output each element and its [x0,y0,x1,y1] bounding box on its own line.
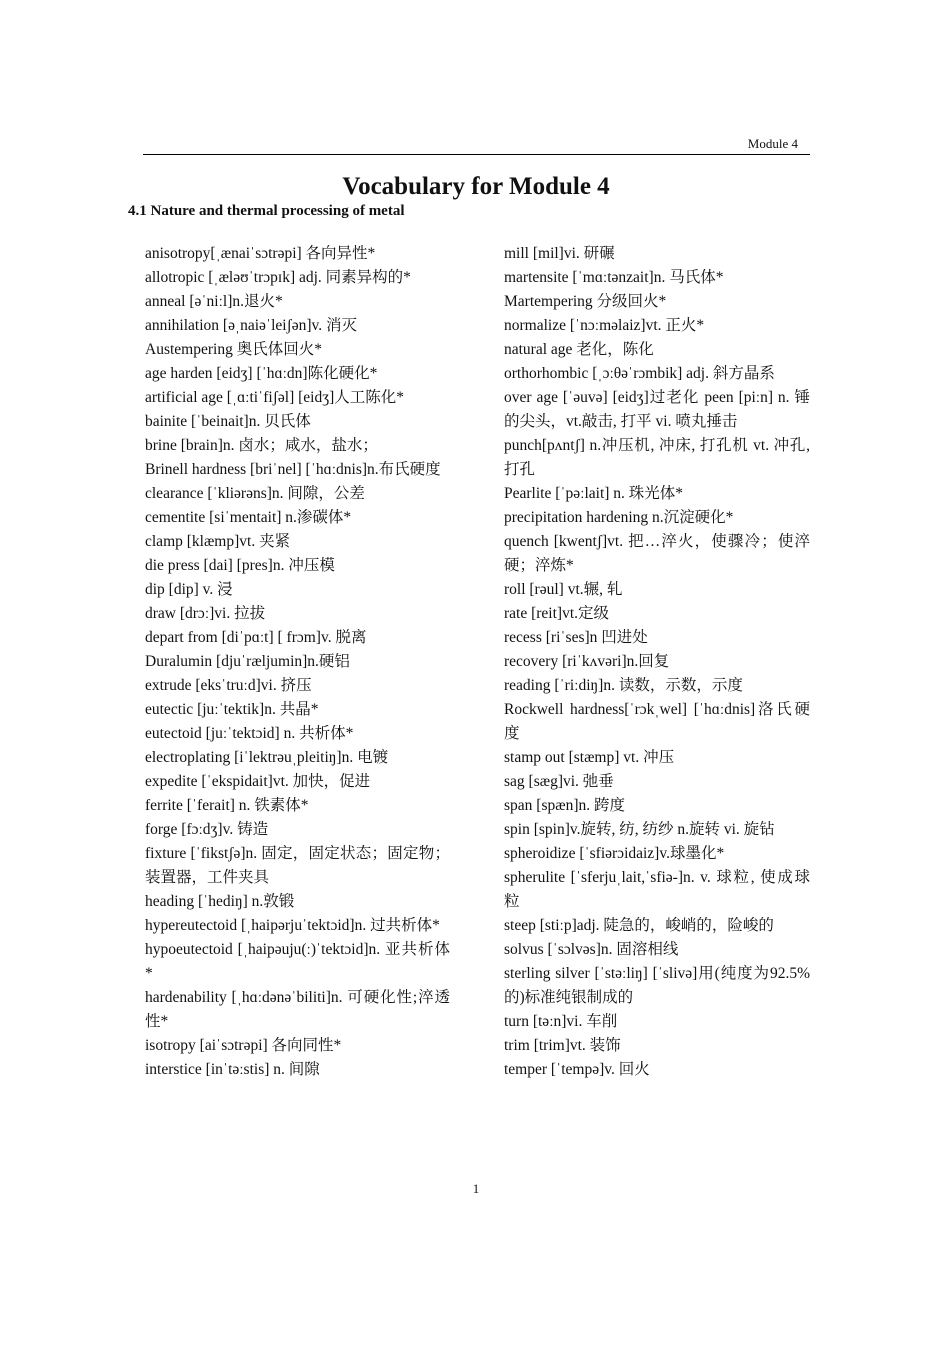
vocab-entry: eutectic [juːˈtektik]n. 共晶* [145,701,319,718]
vocab-entry: electroplating [iˈlektrəuˌpleitiŋ]n. 电镀 [145,749,389,766]
vocab-entry: stamp out [stæmp] vt. 冲压 [504,749,675,766]
vocab-entry: span [spæn]n. 跨度 [504,797,625,814]
vocab-entry: hypoeutectoid [ˌhaipəuju(ː)ˈtektɔid]n. 亚共析体* [145,941,450,982]
vocab-entry: ferrite [ˈferait] n. 铁素体* [145,797,309,814]
vocab-entry: Pearlite [ˈpəːlait] n. 珠光体* [504,485,684,502]
vocab-entry: trim [trim]vt. 装饰 [504,1037,621,1054]
vocab-entry: temper [ˈtempə]v. 回火 [504,1061,650,1078]
vocab-entry: anisotropy[ˌænaiˈsɔtrəpi] 各向异性* [145,245,376,262]
vocab-entry: die press [dai] [pres]n. 冲压模 [145,557,335,574]
vocab-entry: clamp [klæmp]vt. 夹紧 [145,533,291,550]
vocab-entry: forge [fɔːdʒ]v. 铸造 [145,821,269,838]
vocab-entry: recovery [riˈkʌvəri]n.回复 [504,653,670,670]
vocab-entry: martensite [ˈmɑːtənzait]n. 马氏体* [504,269,724,286]
vocab-entry: Duralumin [djuˈræljumin]n.硬铝 [145,653,350,670]
vocab-entry: Brinell hardness [briˈnel] [ˈhɑːdnis]n.布氏硬度 [145,461,441,478]
vocab-entry: bainite [ˈbeinait]n. 贝氏体 [145,413,311,430]
vocab-entry: isotropy [aiˈsɔtrəpi] 各向同性* [145,1037,342,1054]
vocab-entry: natural age 老化，陈化 [504,341,654,358]
vocab-entry: mill [mil]vi. 研碾 [504,245,615,262]
vocab-entry: normalize [ˈnɔːməlaiz]vt. 正火* [504,317,705,334]
vocab-entry: spherulite [ˈsferjuˌlait,ˈsfiə-]n. v. 球粒, 使成球粒 [504,869,810,910]
vocab-entry: heading [ˈhediŋ] n.敦锻 [145,893,295,910]
vocab-entry: artificial age [ˌɑːtiˈfiʃəl] [eidʒ]人工陈化* [145,389,405,406]
vocab-entry: draw [drɔː]vi. 拉拔 [145,605,266,622]
vocab-entry: dip [dip] v. 浸 [145,581,233,598]
vocab-entry: depart from [diˈpɑːt] [ frɔm]v. 脱离 [145,629,367,646]
vocab-entry: spheroidize [ˈsfiərɔidaiz]v.球墨化* [504,845,725,862]
vocab-column-right [504,242,810,1082]
vocab-entry: clearance [ˈkliərəns]n. 间隙，公差 [145,485,365,502]
page-title: Vocabulary for Module 4 [342,173,610,200]
vocab-entry: sterling silver [ˈstəːliŋ] [ˈslivə]用(纯度为92.5%的)标准纯银制成的 [504,965,810,1006]
vocab-entry: brine [brain]n. 卤水；咸水，盐水； [145,437,378,454]
vocab-entry: age harden [eidʒ] [ˈhɑːdn]陈化硬化* [145,365,378,382]
vocab-entry: cementite [siˈmentait] n.渗碳体* [145,509,352,526]
vocab-entry: roll [rəul] vt.辗, 轧 [504,581,623,598]
vocab-entry: Martempering 分级回火* [504,293,667,310]
vocab-entry: over age [ˈəuvə] [eidʒ]过老化 peen [piːn] n. 锤的尖头，vt.敲击, 打平 vi. 喷丸捶击 [504,389,810,430]
vocab-entry: annihilation [əˌnaiəˈleiʃən]v. 消灭 [145,317,358,334]
vocab-entry: hardenability [ˌhɑːdənəˈbiliti]n. 可硬化性;淬透性* [145,989,450,1030]
vocab-entry: solvus [ˈsɔlvəs]n. 固溶相线 [504,941,679,958]
section-heading: 4.1 Nature and thermal processing of metal [128,203,405,219]
vocab-entry: recess [riˈses]n 凹进处 [504,629,648,646]
running-header: Module 4 [747,136,798,151]
vocab-entry: reading [ˈriːdiŋ]n. 读数，示数，示度 [504,677,743,694]
header-rule [143,154,810,155]
vocab-entry: fixture [ˈfikstʃə]n. 固定，固定状态；固定物； 装置器，工件夹具 [145,845,450,886]
vocab-entry: precipitation hardening n.沉淀硬化* [504,509,734,526]
vocab-entry: orthorhombic [ˌɔːθəˈrɔmbik] adj. 斜方晶系 [504,365,775,382]
vocab-entry: hypereutectoid [ˌhaipərjuˈtektɔid]n. 过共析体* [145,917,440,934]
vocab-entry: turn [təːn]vi. 车削 [504,1013,618,1030]
vocab-entry: sag [sæg]vi. 弛垂 [504,773,614,790]
vocab-entry: spin [spin]v.旋转, 纺, 纺纱 n.旋转 vi. 旋钻 [504,821,775,838]
vocab-entry: anneal [əˈniːl]n.退火* [145,293,283,310]
vocab-entry: allotropic [ˌæləʊˈtrɔpɪk] adj. 同素异构的* [145,269,411,286]
vocab-entry: steep [stiːp]adj. 陡急的，峻峭的，险峻的 [504,917,774,934]
vocab-entry: punch[pʌntʃ] n.冲压机, 冲床, 打孔机 vt. 冲孔, 打孔 [504,437,810,478]
vocab-entry: extrude [eksˈtruːd]vi. 挤压 [145,677,312,694]
vocab-entry: Austempering 奥氏体回火* [145,341,322,358]
vocab-entry: expedite [ˈekspidait]vt. 加快，促进 [145,773,371,790]
vocab-entry: quench [kwentʃ]vt. 把…淬火，使骤冷；使淬硬；淬炼* [504,533,810,574]
vocab-entry: eutectoid [juːˈtektɔid] n. 共析体* [145,725,354,742]
vocab-entry: Rockwell hardness[ˈrɔkˌwel] [ˈhɑːdnis]洛氏硬度 [504,701,810,742]
vocab-column-left [145,242,450,1082]
page-number: 1 [472,1181,480,1196]
vocab-entry: rate [reit]vt.定级 [504,605,610,622]
vocab-entry: interstice [inˈtəːstis] n. 间隙 [145,1061,320,1078]
